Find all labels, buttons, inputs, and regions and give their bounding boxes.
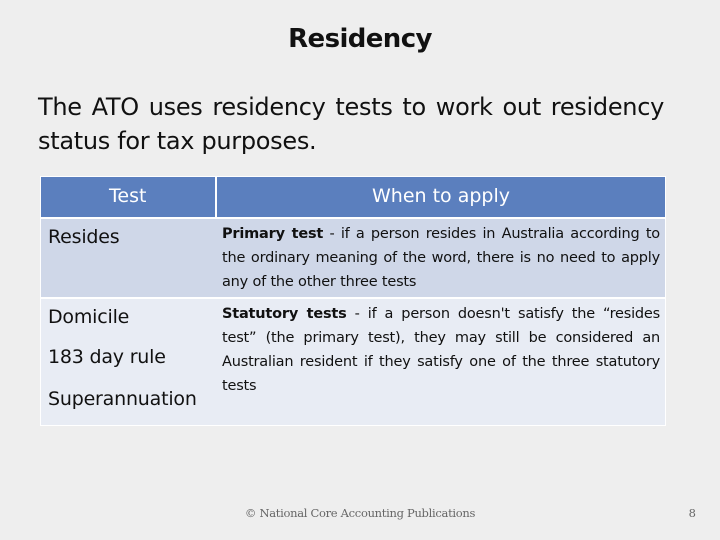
- test-label-domicile: Domicile: [48, 306, 130, 328]
- table-header-when-to-apply: When to apply: [216, 176, 666, 218]
- when-to-apply-primary: [222, 222, 660, 294]
- table-header-test: Test: [40, 176, 216, 218]
- test-label-superannuation: Superannuation: [48, 388, 197, 410]
- when-to-apply-statutory: [222, 302, 660, 398]
- intro-paragraph: The ATO uses residency tests to work out residency status for tax purposes.: [38, 93, 664, 155]
- slide-title: Residency: [288, 24, 432, 54]
- statutory-tests-text: - if a person doesn't satisfy the “resides test” (the primary test), they may still be considered an Australian resident if they satisfy one of the three statutory tests: [222, 306, 660, 394]
- footer-copyright: © National Core Accounting Publications: [244, 506, 476, 520]
- primary-test-bold-lead: Primary test: [222, 226, 324, 242]
- residency-tests-table: [40, 176, 666, 426]
- page-number: 8: [688, 506, 696, 520]
- statutory-tests-bold-lead: Statutory tests: [222, 306, 347, 322]
- test-label-resides: Resides: [48, 226, 120, 248]
- primary-test-text: - if a person resides in Australia according to the ordinary meaning of the word, there is no need to apply any of the other three tests: [222, 226, 660, 290]
- test-label-183-day-rule: 183 day rule: [48, 346, 166, 368]
